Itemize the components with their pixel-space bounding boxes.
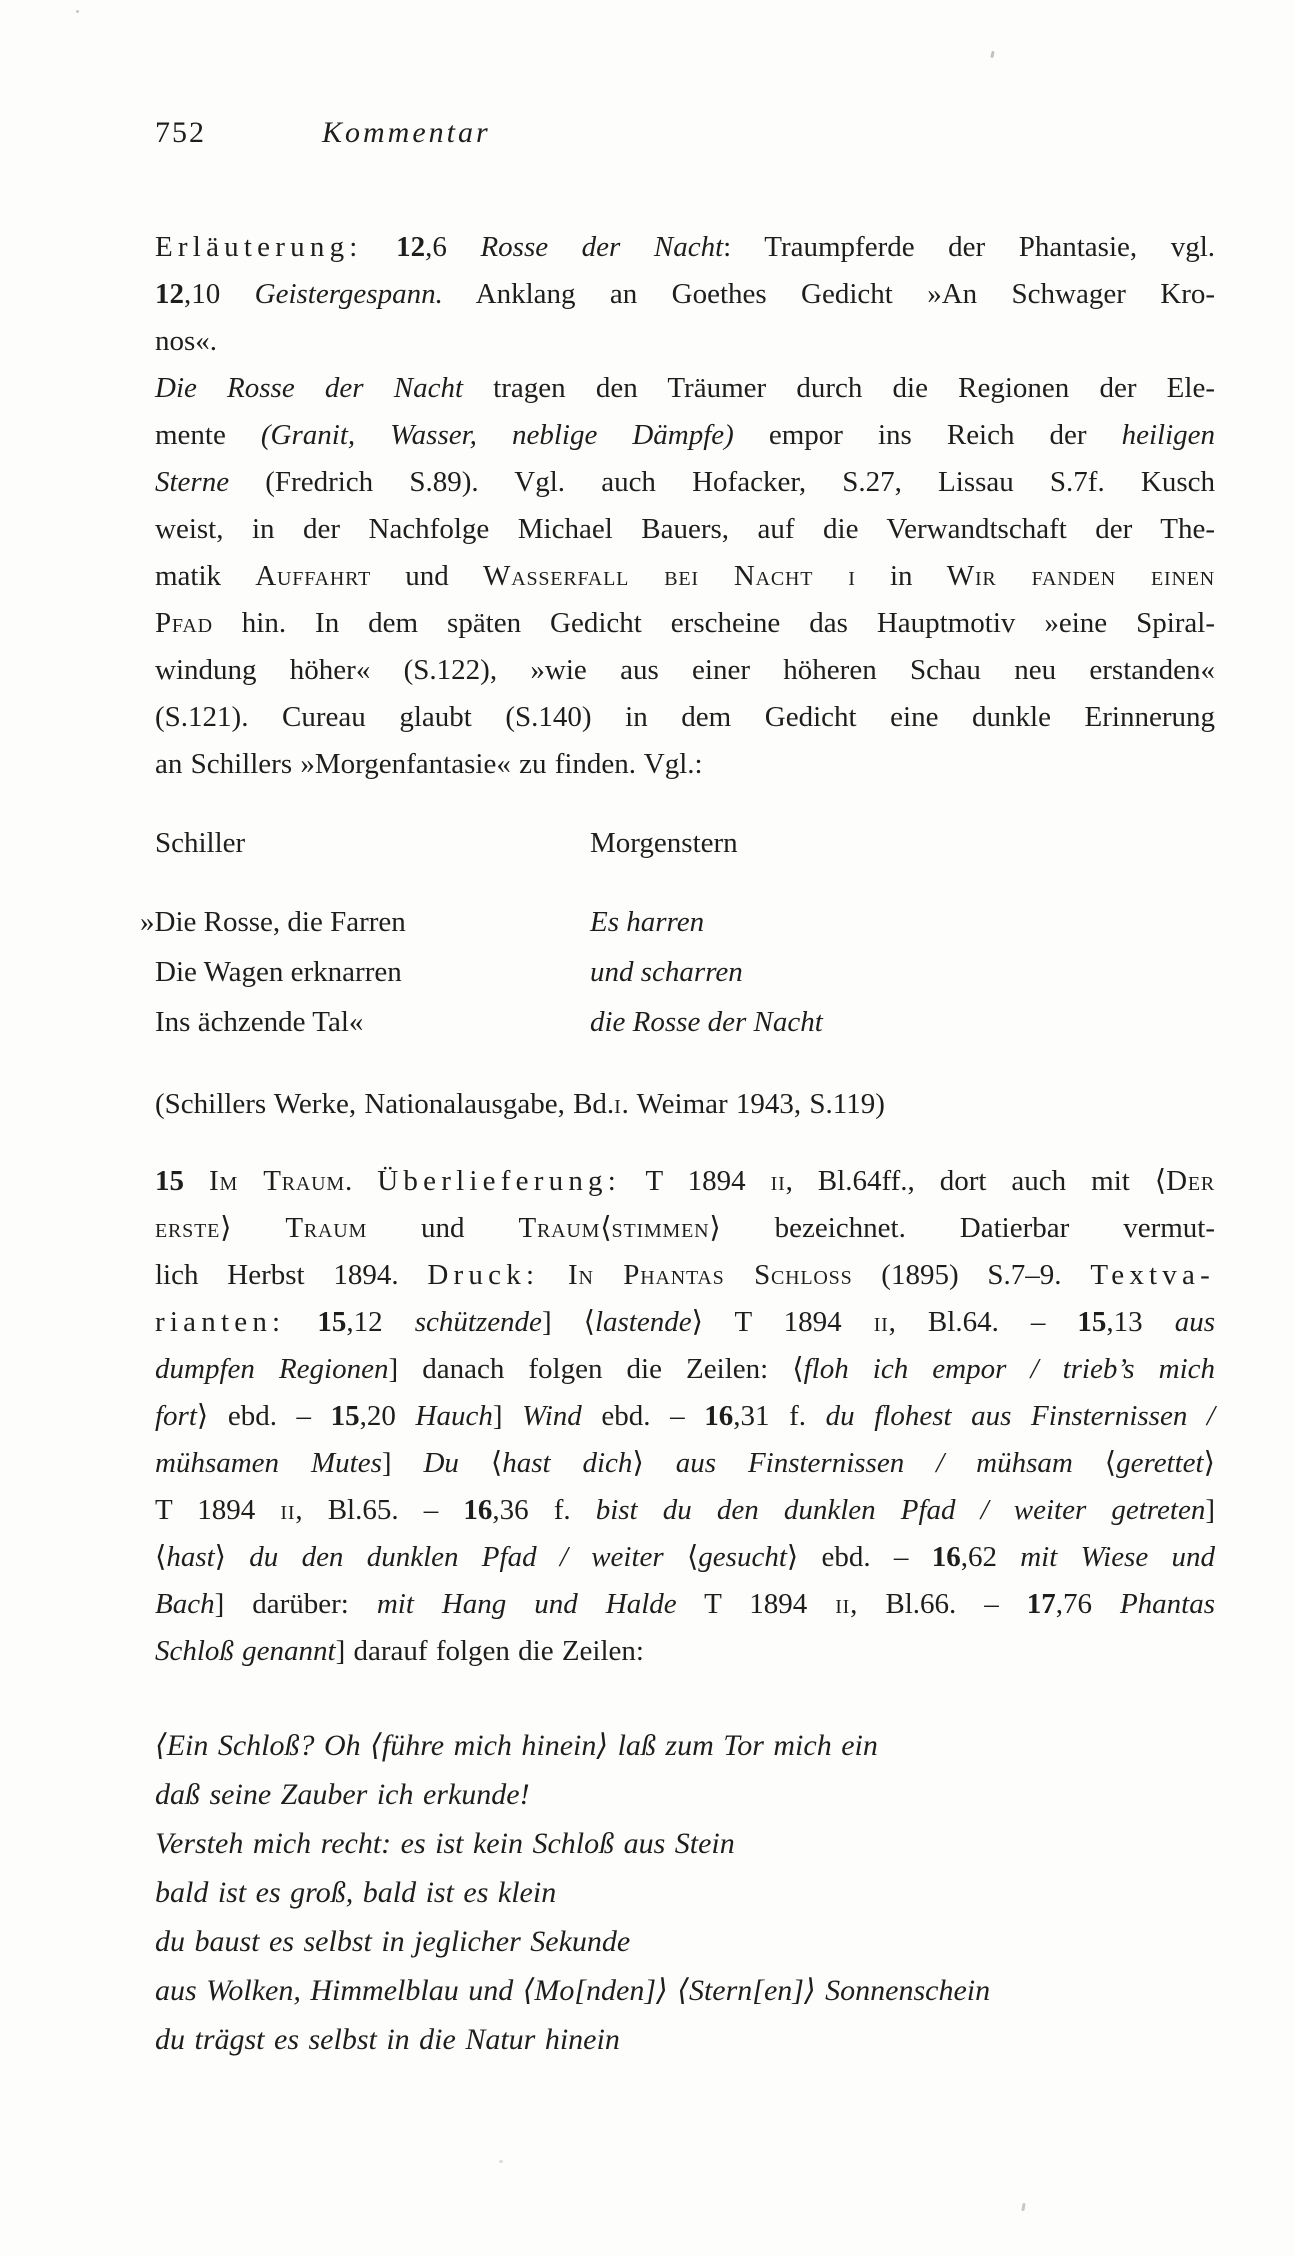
verse-line: »Die Rosse, die Farren (140, 906, 406, 938)
text-segment: du flohest aus Finsternissen / (825, 1400, 1215, 1432)
text-segment: ⟩ (220, 1212, 286, 1244)
running-head (155, 112, 1215, 154)
text-segment (184, 1165, 209, 1197)
text-segment: an Schillers »Morgenfantasie« zu finden. Vgl.: (155, 748, 703, 780)
text-segment: gesucht (698, 1541, 787, 1573)
text-segment: ii (873, 1306, 889, 1338)
text-segment: 15 (330, 1400, 360, 1432)
running-title: Kommentar (322, 116, 491, 149)
verse-line: und scharren (590, 956, 743, 988)
text-segment: Druck: (427, 1259, 540, 1291)
text-line (155, 741, 1215, 788)
text-segment: , Bl.65. – (295, 1494, 464, 1526)
text-segment: ⟨ (663, 1541, 699, 1573)
text-segment: ,20 (359, 1400, 416, 1432)
text-segment: ebd. – (581, 1400, 705, 1432)
poem-line: daß seine Zauber ich erkunde! (155, 1778, 530, 1811)
text-segment: . (345, 1165, 378, 1197)
text-segment: hast (166, 1541, 215, 1573)
text-segment: Traum (285, 1212, 368, 1244)
text-segment: (Granit, Wasser, neblige Dämpfe) (260, 419, 734, 451)
text-line (155, 1252, 1215, 1299)
text-line (155, 694, 1215, 741)
text-segment: Wasserfall bei Nacht i (483, 560, 856, 592)
text-line (155, 1158, 1215, 1205)
text-segment: ,62 (960, 1541, 1021, 1573)
text-segment: 16 (931, 1541, 961, 1573)
text-segment: Anklang an Goethes Gedicht »An Schwager Kro- (442, 278, 1216, 310)
text-segment: Pfad (155, 607, 213, 639)
verse-line: Die Wagen erknarren (155, 956, 402, 988)
text-segment: ⟨ (155, 1541, 167, 1573)
text-segment: schützende (414, 1306, 542, 1338)
text-segment: T 1894 (155, 1494, 281, 1526)
text-segment: nos«. (155, 325, 218, 357)
poem-line: bald ist es groß, bald ist es klein (155, 1876, 557, 1909)
text-segment: du den dunklen Pfad / weiter (249, 1541, 664, 1573)
text-segment: 15 (317, 1306, 347, 1338)
text-segment: , Bl.64. – (888, 1306, 1078, 1338)
text-segment: ,12 (346, 1306, 415, 1338)
left-column-header: Schiller (155, 827, 246, 859)
text-segment: Textva- (1090, 1259, 1215, 1291)
text-segment: (Fredrich S.89). Vgl. auch Hofacker, S.27, Lissau S.7f. Kusch (229, 466, 1215, 498)
text-segment (285, 1306, 317, 1338)
text-segment (363, 231, 397, 263)
text-segment: bist du den dunklen Pfad / weiter getreten (595, 1494, 1206, 1526)
text-line (155, 1534, 1215, 1581)
text-segment: windung höher« (S.122), »wie aus einer höheren Schau neu erstanden« (155, 654, 1215, 686)
text-segment: ,13 (1106, 1306, 1175, 1338)
text-segment: ⟨ (458, 1447, 503, 1479)
text-segment: ] darauf folgen die Zeilen: (335, 1635, 644, 1667)
text-segment: rianten: (155, 1306, 286, 1338)
text-segment: . Weimar 1943, S.119) (621, 1088, 885, 1120)
columns-block (140, 820, 1215, 1047)
text-segment: ⟩ (214, 1541, 250, 1573)
text-segment: ,36 f. (492, 1494, 596, 1526)
text-segment: fort (155, 1400, 197, 1432)
text-segment: ] darüber: (214, 1588, 377, 1620)
text-segment: (Schillers Werke, Nationalausgabe, Bd. (155, 1088, 615, 1120)
text-segment: ] (381, 1447, 424, 1479)
paragraph-block (155, 224, 1215, 365)
text-segment: ,31 f. (733, 1400, 826, 1432)
text-segment: ,6 (425, 231, 481, 263)
page-content (140, 112, 1216, 2064)
text-segment: Der (1166, 1165, 1216, 1197)
text-segment: ii (280, 1494, 296, 1526)
text-segment: lich Herbst 1894. (155, 1259, 428, 1291)
poem-line: du trägst es selbst in die Natur hinein (155, 2023, 620, 2056)
text-segment: 12 (396, 231, 426, 263)
text-segment: , Bl.66. – (850, 1588, 1027, 1620)
text-segment: i (614, 1088, 622, 1120)
poem-line: du baust es selbst in jeglicher Sekunde (155, 1925, 631, 1958)
text-segment: mit Wiese und (1020, 1541, 1216, 1573)
text-segment: weist, in der Nachfolge Michael Bauers, auf die Verwandtschaft der The- (155, 513, 1215, 545)
left-column (140, 820, 590, 1047)
text-segment: mente (155, 419, 261, 451)
text-segment: Auffahrt (255, 560, 372, 592)
text-segment: und (371, 560, 484, 592)
text-line (155, 1081, 1215, 1128)
paragraph-block (155, 1158, 1215, 1675)
text-segment: Rosse der Nacht (480, 231, 724, 263)
text-segment: matik (155, 560, 256, 592)
text-segment: ] (492, 1400, 523, 1432)
paragraph-block (155, 365, 1215, 788)
text-line (155, 553, 1215, 600)
scan-speck (990, 51, 994, 58)
text-line (155, 1299, 1215, 1346)
text-line (155, 506, 1215, 553)
citation-block (155, 1081, 1215, 1128)
text-segment: 15 (155, 1165, 184, 1197)
text-segment: In Phantas Schloss (568, 1259, 853, 1291)
text-segment: , Bl.64ff., dort auch mit ⟨ (785, 1165, 1167, 1197)
text-segment: 16 (704, 1400, 734, 1432)
text-segment: ⟩ ebd. – (786, 1541, 932, 1573)
text-segment: ] danach folgen die Zeilen: ⟨ (388, 1353, 804, 1385)
text-segment: Im Traum (208, 1165, 346, 1197)
text-segment: Bach (155, 1588, 215, 1620)
text-segment: Erläuterung: (155, 231, 363, 263)
text-segment: Sterne (155, 466, 230, 498)
text-segment: Wir fanden einen (946, 560, 1216, 592)
text-segment: (1895) S.7–9. (852, 1259, 1091, 1291)
text-segment: ⟩ bezeichnet. Datierbar vermut- (709, 1212, 1215, 1244)
text-segment: ⟩ T 1894 (691, 1306, 874, 1338)
text-segment: heiligen (1121, 419, 1215, 451)
text-segment: und (367, 1212, 519, 1244)
text-segment: ⟩ ebd. – (196, 1400, 331, 1432)
scan-speck (499, 2160, 503, 2163)
text-segment: 15 (1077, 1306, 1107, 1338)
text-segment: ] (1205, 1494, 1215, 1526)
text-line (155, 365, 1215, 412)
text-segment: ,10 (184, 278, 255, 310)
text-segment: aus Finsternissen / mühsam (675, 1447, 1073, 1479)
text-line (155, 459, 1215, 506)
text-segment: ] ⟨ (541, 1306, 595, 1338)
right-column (590, 820, 1215, 1047)
poem-block (155, 1721, 1215, 2064)
text-segment: ⟨ (1072, 1447, 1117, 1479)
right-column-header: Morgenstern (590, 827, 738, 859)
text-line (155, 224, 1215, 271)
text-segment: aus (1174, 1306, 1216, 1338)
text-line (155, 1440, 1215, 1487)
text-line (155, 271, 1215, 318)
text-segment: : Traumpferde der Phantasie, vgl. (723, 231, 1215, 263)
text-segment: (S.121). Cureau glaubt (S.140) in dem Gedicht eine dunkle Erinnerung (155, 701, 1215, 733)
text-segment: Überlieferung: (377, 1165, 622, 1197)
text-segment: ,76 (1055, 1588, 1120, 1620)
text-segment: Hauch (415, 1400, 493, 1432)
text-segment: mühsamen Mutes (155, 1447, 382, 1479)
text-segment: dumpfen Regionen (155, 1353, 389, 1385)
text-segment: floh ich empor / trieb’s mich (803, 1353, 1215, 1385)
text-segment: in (855, 560, 947, 592)
text-segment (539, 1259, 568, 1291)
text-segment: gerettet (1116, 1447, 1204, 1479)
text-segment: mit Hang und Halde (376, 1588, 677, 1620)
text-segment: erste (155, 1212, 221, 1244)
text-segment: hast dich (502, 1447, 633, 1479)
text-segment: Wind (522, 1400, 582, 1432)
text-segment: Phantas (1119, 1588, 1216, 1620)
text-segment: ii (770, 1165, 786, 1197)
poem-line: Versteh mich recht: es ist kein Schloß aus Stein (155, 1827, 735, 1860)
text-segment: ⟨ (600, 1212, 612, 1244)
text-line (155, 647, 1215, 694)
text-segment: Geistergespann. (254, 278, 443, 310)
text-segment: 12 (155, 278, 184, 310)
text-segment: ⟩ (632, 1447, 676, 1479)
text-segment: ⟩ (1203, 1447, 1215, 1479)
text-line (155, 1628, 1215, 1675)
text-segment: Du (423, 1447, 459, 1479)
text-segment: Die Rosse der Nacht (155, 372, 463, 404)
text-line (155, 600, 1215, 647)
commentary-text (140, 224, 1216, 2064)
text-segment: empor ins Reich der (733, 419, 1122, 451)
text-segment: T 1894 (676, 1588, 836, 1620)
text-segment: 16 (463, 1494, 493, 1526)
text-line (155, 1205, 1215, 1252)
text-segment: Traum (518, 1212, 601, 1244)
text-line (155, 1346, 1215, 1393)
text-segment: ii (835, 1588, 851, 1620)
text-line (155, 1487, 1215, 1534)
text-segment: T 1894 (621, 1165, 771, 1197)
text-segment: stimmen (611, 1212, 710, 1244)
text-line (155, 412, 1215, 459)
text-segment: 17 (1026, 1588, 1056, 1620)
verse-line: Ins ächzende Tal« (155, 1006, 364, 1038)
page-number: 752 (155, 116, 206, 149)
text-segment: tragen den Träumer durch die Regionen der Ele- (463, 372, 1215, 404)
verse-line: die Rosse der Nacht (590, 1006, 823, 1038)
text-line (155, 1581, 1215, 1628)
text-segment: Schloß genannt (155, 1635, 336, 1667)
poem-line: aus Wolken, Himmelblau und ⟨Mo[nden]⟩ ⟨Stern[en]⟩ Sonnenschein (155, 1974, 991, 2007)
scan-speck (76, 10, 79, 13)
comparison-columns (140, 820, 1215, 1047)
scan-speck (1021, 2203, 1025, 2211)
verse-line: Es harren (590, 906, 705, 938)
text-segment: lastende (594, 1306, 692, 1338)
poem-line: ⟨Ein Schloß? Oh ⟨führe mich hinein⟩ laß zum Tor mich ein (155, 1729, 878, 1762)
text-line (155, 1393, 1215, 1440)
text-line (155, 318, 1215, 365)
text-segment: hin. In dem späten Gedicht erscheine das Hauptmotiv »eine Spiral- (212, 607, 1215, 639)
